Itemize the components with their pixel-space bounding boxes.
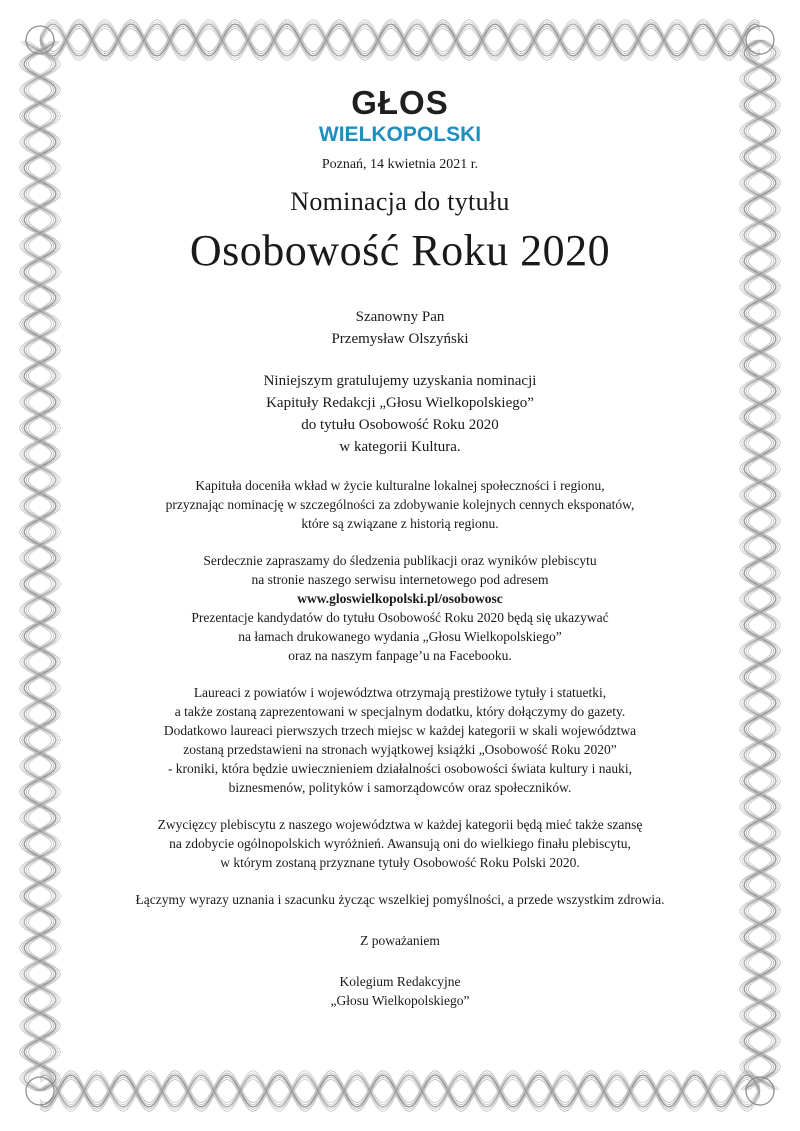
- text-line: oraz na naszym fanpage’u na Facebooku.: [288, 648, 512, 663]
- website-url: www.gloswielkopolski.pl/osobowosc: [297, 591, 503, 606]
- intro-paragraph: [86, 370, 714, 458]
- closing-phrase: Z poważaniem: [360, 933, 440, 948]
- text-line: Zwycięzcy plebiscytu z naszego województwa w każdej kategorii będą mieć także szansę: [157, 817, 643, 832]
- text-line: Laureaci z powiatów i województwa otrzymają prestiżowe tytuły i statuetki,: [193, 685, 607, 700]
- nomination-subtitle: Nominacja do tytułu: [290, 187, 510, 216]
- text-line: na zdobycie ogólnopolskich wyróżnień. Awansują oni do wielkiego finału plebiscytu,: [169, 836, 631, 851]
- winners-paragraph: [86, 815, 714, 872]
- invitation-paragraph: [86, 551, 714, 665]
- laureates-paragraph: [86, 683, 714, 797]
- text-line: w którym zostaną przyznane tytuły Osobowość Roku Polski 2020.: [220, 855, 580, 870]
- text-line: przyznając nominację w szczególności za zdobywanie kolejnych cennych eksponatów,: [165, 497, 635, 512]
- text-line: biznesmenów, polityków i samorządowców oraz społeczników.: [228, 780, 572, 795]
- text-line: Prezentacje kandydatów do tytułu Osobowość Roku 2020 będą się ukazywać: [191, 610, 609, 625]
- document-date: Poznań, 14 kwietnia 2021 r.: [321, 157, 479, 172]
- text-line: Łączymy wyrazy uznania i szacunku życząc wszelkiej pomyślności, a przede wszystkim zdrowia.: [135, 892, 665, 907]
- text-line: które są związane z historią regionu.: [301, 516, 499, 531]
- logo-line-1: GŁOS: [351, 86, 449, 121]
- category-line: w kategorii Kultura.: [339, 439, 461, 455]
- signature-line: Kolegium Redakcyjne: [339, 974, 461, 989]
- signature-line: „Głosu Wielkopolskiego”: [330, 993, 470, 1008]
- signature: [86, 972, 714, 1010]
- text-line: na stronie naszego serwisu internetowego pod adresem: [251, 572, 549, 587]
- salutation-line: Szanowny Pan: [355, 309, 445, 325]
- text-line: do tytułu Osobowość Roku 2020: [301, 417, 499, 433]
- text-line: a także zostaną zaprezentowani w specjalnym dodatku, który dołączymy do gazety.: [174, 704, 626, 719]
- text-line: Kapituły Redakcji „Głosu Wielkopolskiego”: [266, 395, 534, 411]
- text-line: - kroniki, która będzie uwiecznieniem działalności osobowości świata kultury i nauki,: [167, 761, 633, 776]
- salutation: [86, 306, 714, 350]
- text-line: Niniejszym gratulujemy uzyskania nominacji: [263, 373, 537, 389]
- justification-paragraph: [86, 476, 714, 533]
- certificate-body: [86, 86, 714, 1010]
- text-line: zostaną przedstawieni na stronach wyjątkowej książki „Osobowość Roku 2020”: [183, 742, 617, 757]
- wishes-paragraph: [86, 890, 714, 909]
- glos-wielkopolski-logo: [305, 86, 495, 146]
- text-line: Kapituła doceniła wkład w życie kulturalne lokalnej społeczności i regionu,: [195, 478, 605, 493]
- logo-line-2: WIELKOPOLSKI: [318, 123, 482, 146]
- recipient-name: Przemysław Olszyński: [331, 331, 469, 347]
- text-line: na łamach drukowanego wydania „Głosu Wielkopolskiego”: [238, 629, 562, 644]
- text-line: Dodatkowo laureaci pierwszych trzech miejsc w każdej kategorii w skali województwa: [163, 723, 637, 738]
- text-line: Serdecznie zapraszamy do śledzenia publikacji oraz wyników plebiscytu: [203, 553, 597, 568]
- award-title: Osobowość Roku 2020: [189, 226, 611, 275]
